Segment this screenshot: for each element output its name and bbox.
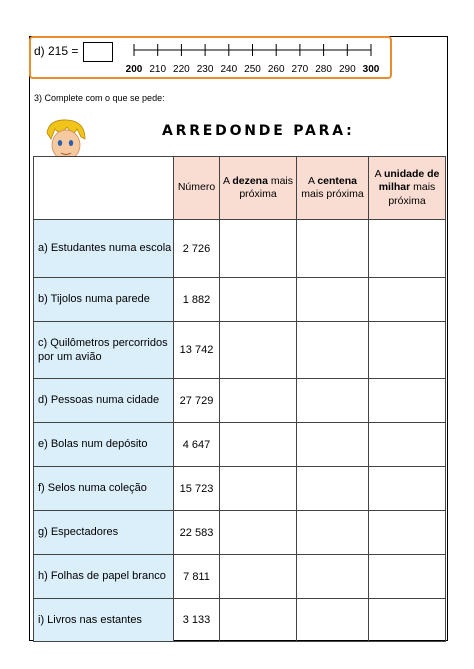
row-number: 27 729 [174, 379, 220, 423]
answer-cell-centena[interactable] [297, 423, 369, 467]
row-number: 15 723 [174, 467, 220, 511]
table-row [34, 511, 446, 555]
answer-cell-milhar[interactable] [369, 511, 446, 555]
header-dezena: A dezena mais próxima [220, 157, 297, 220]
answer-cell-milhar[interactable] [369, 555, 446, 599]
row-number: 1 882 [174, 278, 220, 322]
number-line-tick-label: 210 [149, 64, 167, 75]
row-item-label: i) Livros nas estantes [34, 599, 174, 642]
answer-cell-dezena[interactable] [220, 322, 297, 379]
answer-cell-milhar[interactable] [369, 599, 446, 642]
table-row [34, 220, 446, 278]
answer-cell-dezena[interactable] [220, 599, 297, 642]
number-line-label: d) 215 = [34, 44, 79, 58]
answer-cell-centena[interactable] [297, 555, 369, 599]
row-number: 4 647 [174, 423, 220, 467]
row-item-label: e) Bolas num depósito [34, 423, 174, 467]
answer-cell-centena[interactable] [297, 278, 369, 322]
row-number: 22 583 [174, 511, 220, 555]
number-line-tick-label: 290 [338, 64, 356, 75]
number-line-tick-label: 280 [315, 64, 332, 75]
row-number: 7 811 [174, 555, 220, 599]
number-line-tick-label: 230 [196, 64, 214, 75]
page-title: ARREDONDE PARA: [162, 123, 355, 139]
row-number: 2 726 [174, 220, 220, 278]
answer-cell-centena[interactable] [297, 322, 369, 379]
answer-cell-milhar[interactable] [369, 220, 446, 278]
answer-cell-milhar[interactable] [369, 423, 446, 467]
table-row [34, 555, 446, 599]
number-line [120, 40, 388, 76]
row-item-label: b) Tijolos numa parede [34, 278, 174, 322]
answer-cell-centena[interactable] [297, 467, 369, 511]
answer-cell-dezena[interactable] [220, 379, 297, 423]
answer-cell-milhar[interactable] [369, 379, 446, 423]
number-line-tick-label: 240 [220, 64, 238, 75]
answer-cell-milhar[interactable] [369, 467, 446, 511]
row-item-label: a) Estudantes numa escola [34, 220, 174, 278]
answer-cell-centena[interactable] [297, 599, 369, 642]
row-number: 13 742 [174, 322, 220, 379]
row-item-label: f) Selos numa coleção [34, 467, 174, 511]
answer-cell-dezena[interactable] [220, 423, 297, 467]
answer-cell-dezena[interactable] [220, 467, 297, 511]
number-line-tick-label: 220 [173, 64, 190, 75]
number-line-tick-label: 250 [244, 64, 261, 75]
row-number: 3 133 [174, 599, 220, 642]
table-row [34, 379, 446, 423]
header-centena: A centena mais próxima [297, 157, 369, 220]
table-row [34, 599, 446, 642]
table-row [34, 278, 446, 322]
number-line-tick-label: 200 [125, 64, 143, 75]
answer-cell-dezena[interactable] [220, 278, 297, 322]
answer-cell-dezena[interactable] [220, 511, 297, 555]
table-row [34, 423, 446, 467]
table-row [34, 322, 446, 379]
header-blank [34, 157, 174, 220]
row-item-label: d) Pessoas numa cidade [34, 379, 174, 423]
header-numero: Número [174, 157, 220, 220]
number-line-answer-box[interactable] [83, 42, 113, 62]
answer-cell-centena[interactable] [297, 511, 369, 555]
number-line-tick-label: 300 [362, 64, 380, 75]
row-item-label: h) Folhas de papel branco [34, 555, 174, 599]
number-line-tick-label: 270 [291, 64, 309, 75]
answer-cell-milhar[interactable] [369, 322, 446, 379]
table-row [34, 467, 446, 511]
header-milhar: A unidade de milhar mais próxima [369, 157, 446, 220]
answer-cell-centena[interactable] [297, 220, 369, 278]
answer-cell-dezena[interactable] [220, 555, 297, 599]
answer-cell-dezena[interactable] [220, 220, 297, 278]
rounding-table [33, 156, 446, 642]
row-item-label: g) Espectadores [34, 511, 174, 555]
row-item-label: c) Quilômetros percorridos por um avião [34, 322, 174, 379]
instruction-text: 3) Complete com o que se pede: [34, 93, 165, 103]
answer-cell-centena[interactable] [297, 379, 369, 423]
number-line-tick-label: 260 [267, 64, 285, 75]
answer-cell-milhar[interactable] [369, 278, 446, 322]
